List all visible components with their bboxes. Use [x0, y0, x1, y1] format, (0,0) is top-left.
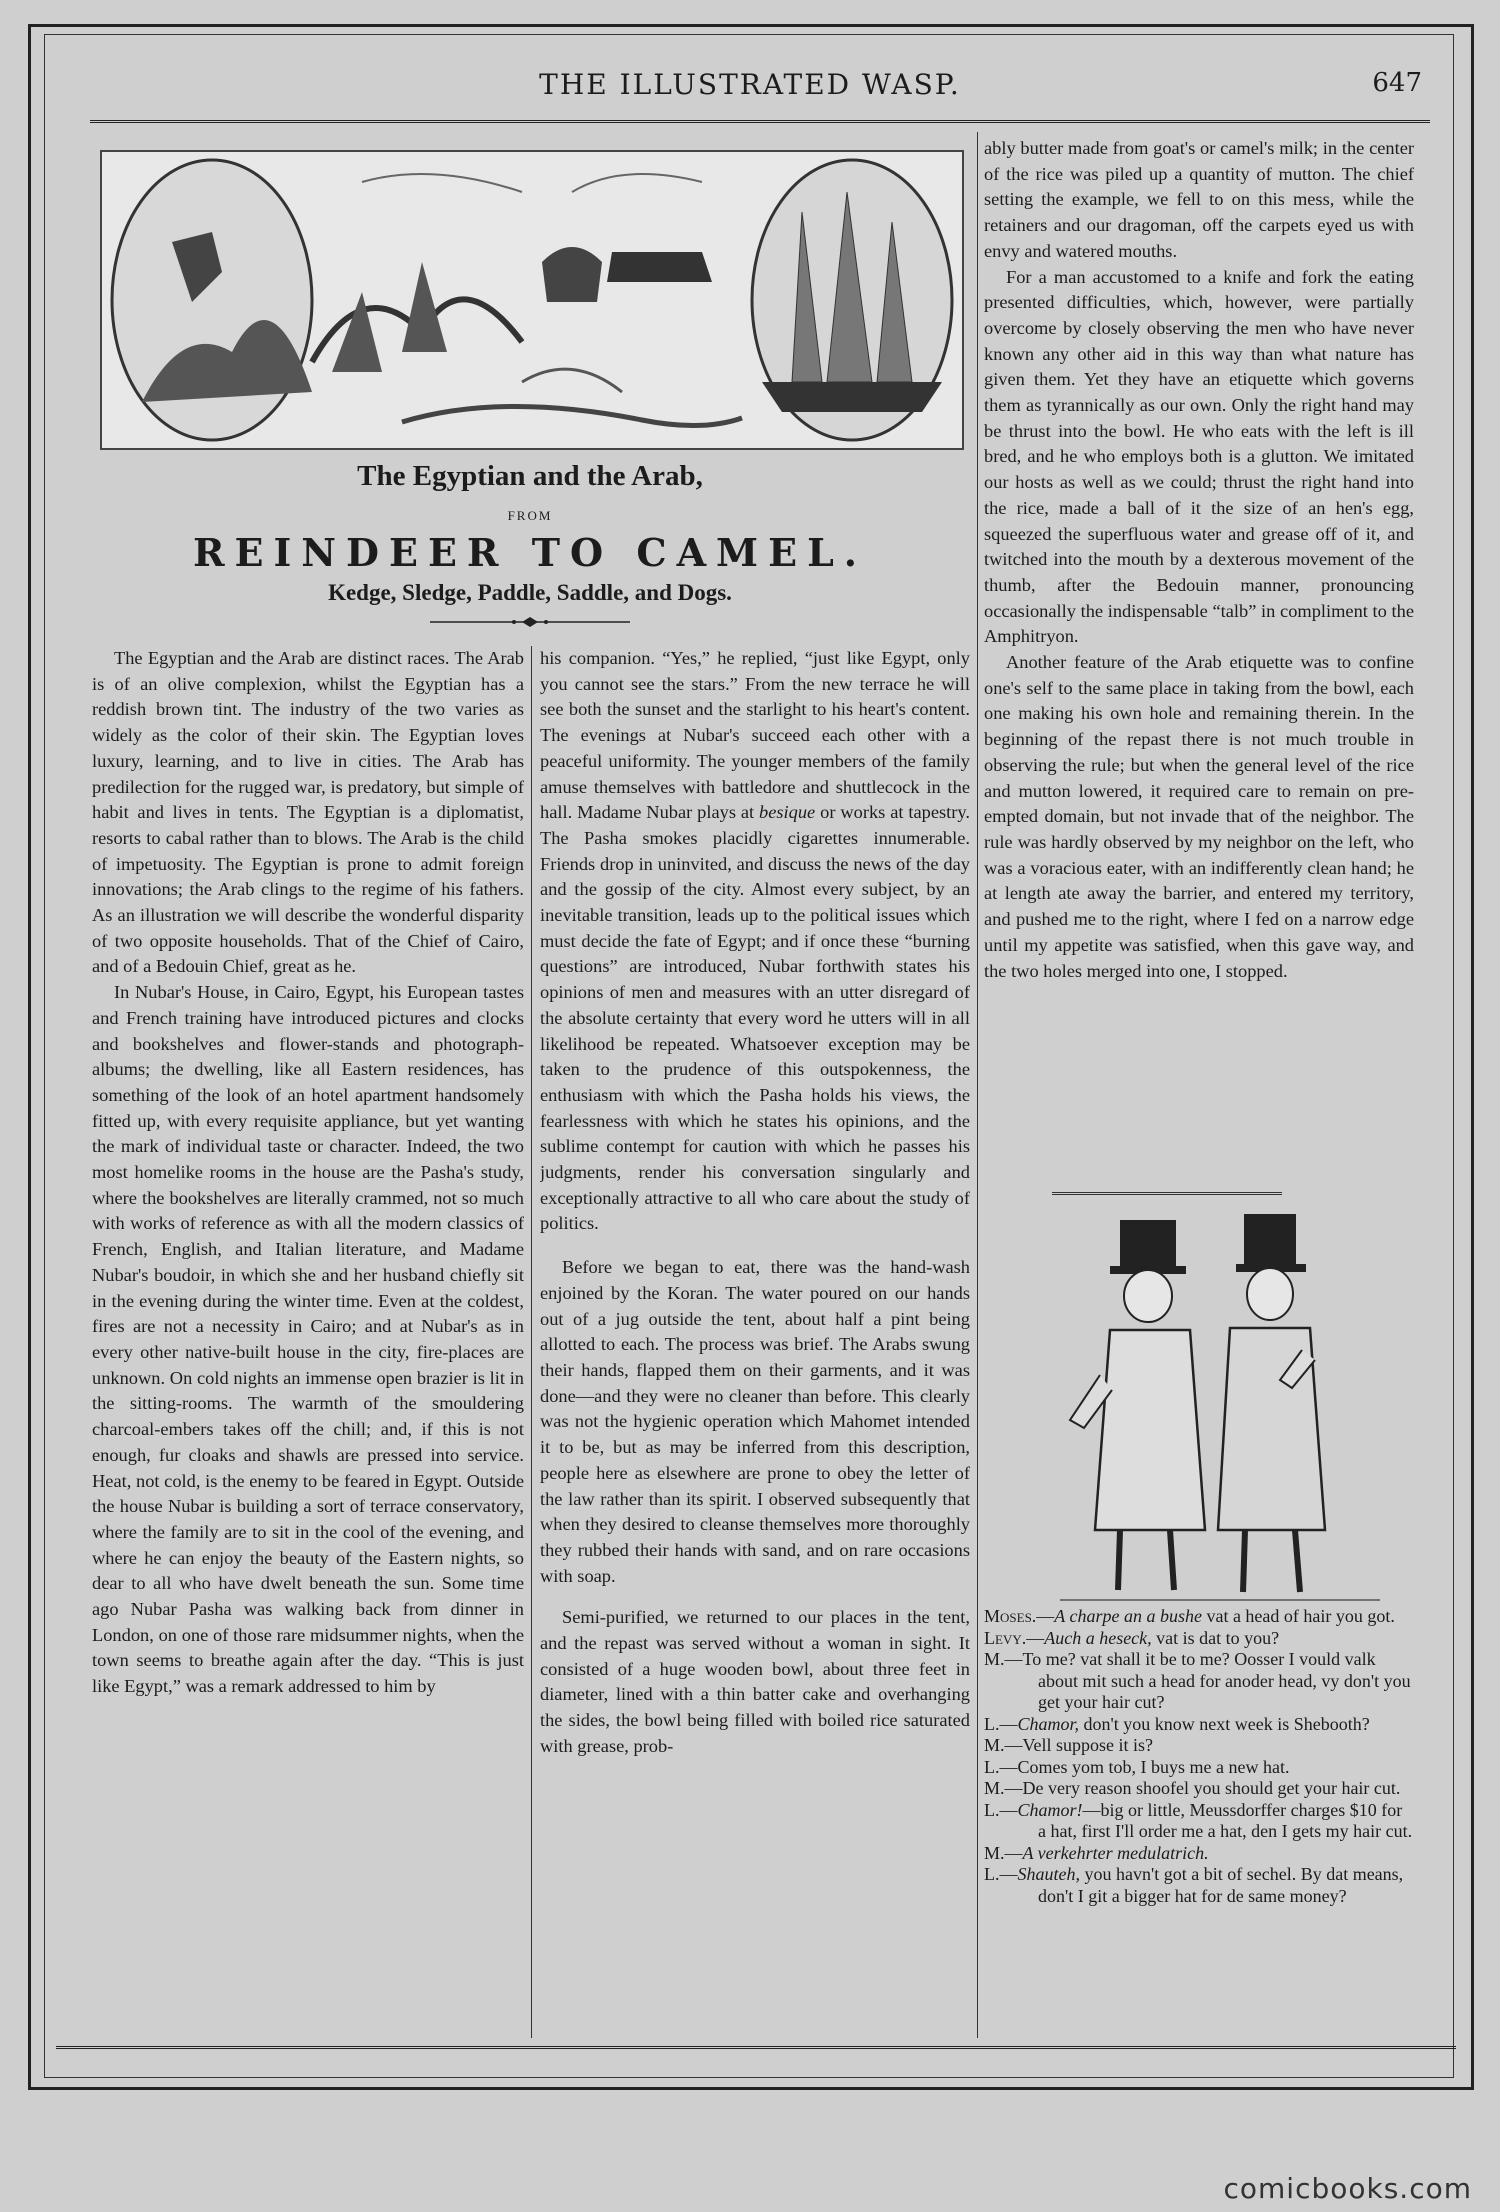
watermark: comicbooks.com	[1223, 2172, 1472, 2205]
dialogue-line	[984, 1628, 1414, 1650]
banner-engraving	[102, 152, 962, 448]
dialogue-text: De very reason shoofel you should get your hair cut.	[1022, 1778, 1401, 1798]
header-rule	[90, 120, 1430, 127]
dialogue-line	[984, 1843, 1414, 1865]
dialogue-italic: Auch a heseck,	[1044, 1627, 1152, 1648]
dialogue-italic: Shauteh,	[1017, 1864, 1080, 1884]
dialogue-line	[984, 1606, 1414, 1628]
text-column-1	[92, 646, 524, 2038]
article-title: The Egyptian and the Arab,	[357, 460, 703, 492]
cartoon-illustration	[1040, 1200, 1400, 1620]
paragraph: In Nubar's House, in Cairo, Egypt, his European tastes and French training have introduced pictures and clocks and bookshelves and flower-stands and photograph-albums; the dwelling, like all Eastern residences, has something of the look of an hotel apartment handsomely fitted up, with every requisite appliance, but yet wanting the mark of individual taste or character. Indeed, the two most homelike rooms in the house are the Pasha's study, where the bookshelves are literally crammed, not so much with works of reference as with all the modern classics of French, English, and Italian literature, and Madame Nubar's boudoir, in which she and her husband chiefly sit in the evening during the winter time. Even at the coldest, fires are not a necessity in Cairo; and at Nubar's as in every other native-built house in the city, fire-places are unknown. On cold nights an immense open brazier is lit in the sitting-rooms. The warmth of the smouldering charcoal-embers takes off the chill; and, if this is not enough, fur cloaks and shawls are pressed into service. Heat, not cold, is the enemy to be feared in Egypt. Outside the house Nubar is building a sort of terrace conservatory, where the family are to sit in the cool of the evening, and where he can enjoy the beauty of the Eastern nights, so dear to all who have dwelt beneath the sun. Some time ago Nubar Pasha was walking back from dinner in London, on one of those rare midsummer nights, when the town seems to breathe again after the day. “This is just like Egypt,” was a remark addressed to him by	[92, 982, 524, 1697]
article-headline: REINDEER TO CAMEL.	[192, 530, 868, 575]
speaker: M.—	[984, 1842, 1023, 1863]
dialogue-line	[984, 1864, 1414, 1907]
paragraph	[540, 646, 970, 1237]
page-number: 647	[1372, 68, 1422, 98]
dialogue-line	[984, 1649, 1414, 1714]
from-label: FROM	[507, 508, 553, 523]
dialogue-text: Comes yom tob, I buys me a new hat.	[1017, 1756, 1290, 1777]
speaker: M.—	[984, 1735, 1023, 1755]
dialogue-line	[984, 1735, 1414, 1757]
dialogue-italic: Chamor,	[1017, 1713, 1080, 1734]
dialogue-text: To me? vat shall it be to me? Oosser I vould valk about mit such a head for anoder head, vy don't you get your hair cut?	[1022, 1649, 1411, 1712]
dialogue-line	[984, 1800, 1414, 1843]
paragraph: Semi-purified, we returned to our places in the tent, and the repast was served without a woman in sight. It consisted of a huge wooden bowl, about three feet in diameter, lined with a thin batter cake and overhanging the sides, the bowl being filled with boiled rice saturated with grease, prob-	[540, 1607, 970, 1756]
speaker: M.—	[984, 1778, 1023, 1798]
dialogue-text: Vell suppose it is?	[1022, 1735, 1154, 1755]
dialogue-line	[984, 1778, 1414, 1800]
dialogue-text: don't you know next week is Shebooth?	[1079, 1713, 1370, 1734]
text-column-2	[540, 646, 970, 2038]
dialogue-text: vat a head of hair you got.	[1201, 1606, 1395, 1626]
speaker: M.—	[984, 1649, 1023, 1669]
left-oval-vignette	[112, 160, 312, 440]
speaker: L.—	[984, 1756, 1018, 1777]
dialogue-italic: A charpe an a bushe	[1054, 1606, 1202, 1626]
dialogue-italic: A verkehrter medulatrich.	[1022, 1842, 1209, 1863]
ornament-rule	[430, 616, 630, 628]
dialogue-text: you havn't got a bit of sechel. By dat means, don't I git a bigger hat for de same money?	[1038, 1864, 1404, 1906]
speaker: L.—	[984, 1864, 1018, 1884]
column-divider	[977, 132, 978, 2038]
speaker: L.—	[984, 1713, 1018, 1734]
section-separator	[1052, 1192, 1282, 1199]
paragraph: Another feature of the Arab etiquette was to confine one's self to the same place in taking from the bowl, each one making his own hole and remaining therein. In the beginning of the repast there is not much trouble in observing the rule; but when the general level of the rice and mutton lowered, it required care to remain on pre-empted domain, but not invade that of the neighbor. The rule was hardly observed by my neighbor on the left, who was a voracious eater, with an indifferently clean hand; he at length ate away the barrier, and entered my territory, and pushed me to the right, where I fed on a narrow edge until my appetite was satisfied, when this gave way, and the two holes merged into one, I stopped.	[984, 652, 1414, 981]
speaker: Moses.—	[984, 1606, 1055, 1626]
speaker: L.—	[984, 1799, 1018, 1820]
column-divider	[531, 646, 532, 2038]
paragraph-text: his companion. “Yes,” he replied, “just like Egypt, only you cannot see the stars.” From the new terrace he will see both the sunset and the starlight to his heart's content. The evenings at Nubar's succeed each other with a peaceful uniformity. The younger members of the family amuse themselves with battledore and shuttlecock in the hall. Madame Nubar plays at	[540, 648, 970, 823]
paragraph-italic: besique	[759, 802, 816, 823]
dialogue-line	[984, 1714, 1414, 1736]
cartoon-dialogue	[984, 1606, 1414, 1907]
magazine-title: THE ILLUSTRATED WASP.	[539, 68, 961, 101]
text-column-3	[984, 136, 1414, 1186]
bottom-rule	[56, 2046, 1456, 2053]
paragraph: For a man accustomed to a knife and fork the eating presented difficulties, which, however, were partially overcome by closely observing the men who have never known any other aid in this way than what nature has given them. Yet they have an etiquette which governs them as tyrannically as our own. Only the right hand may be thrust into the bowl. He who eats with the left is ill bred, and he who employs both is a glutton. We imitated our hosts as well as we could; thrust the right hand into the rice, made a ball of it the size of an hen's egg, squeezed the superfluous water and grease off of it, and twitched into the mouth by a dexterous movement of the thumb, after the Bedouin manner, pronouncing occasionally the indispensable “talb” in compliment to the Amphitryon.	[984, 266, 1414, 647]
paragraph: Before we began to eat, there was the hand-wash enjoined by the Koran. The water poured on our hands out of a jug outside the tent, about half a pint being allotted to each. The process was brief. The Arabs swung their hands, flapped them on their garments, and it was done—and they were no cleaner than before. This clearly was not the hygienic operation which Mahomet intended it to be, but as may be inferred from this description, people here as elsewhere are prone to obey the letter of the law rather than its spirit. I observed subsequently that when they desired to cleanse themselves more thoroughly they rubbed their hands with sand, and on rare occasions with soap.	[540, 1257, 970, 1586]
paragraph: ably butter made from goat's or camel's milk; in the center of the rice was piled up a quantity of mutton. The chief setting the example, we fell to on this mess, while the retainers and our dragoman, off the carpets eyed us with envy and watered mouths.	[984, 138, 1414, 261]
paragraph-text: or works at tapestry. The Pasha smokes placidly cigarettes innumerable. Friends drop in uninvited, and discuss the news of the day and the gossip of the city. Almost every subject, by an inevitable transition, leads up to the political issues which must decide the fate of Egypt; and if once these “burning questions” are introduced, Nubar forthwith states his opinions of men and measures with an utter disregard of the absolute certainty that every word he utters will in all likelihood be repeated. Whatsoever exception may be taken to the prudence of this outspokenness, the enthusiasm with which the Pasha holds his views, the fearlessness with which he states his opinions, and the sublime contempt for caution with which he passes his judgments, render his conversation singularly and exceptionally attractive to all who care about the study of politics.	[540, 802, 970, 1234]
paragraph: The Egyptian and the Arab are distinct races. The Arab is of an olive complexion, whilst the Egyptian has a reddish brown tint. The industry of the two varies as widely as the color of their skin. The Egyptian loves luxury, learning, and to live in cities. The Arab has predilection for the rugged war, is predatory, but simple of habit and lives in tents. The Egyptian is a diplomatist, resorts to cabal rather than to blows. The Arab is the child of impetuosity. The Egyptian is prone to admit foreign innovations; the Arab clings to the regime of his fathers. As an illustration we will describe the wonderful disparity of two opposite households. That of the Chief of Cairo, and of a Bedouin Chief, great as he.	[92, 648, 524, 977]
article-subtitle: Kedge, Sledge, Paddle, Saddle, and Dogs.	[328, 580, 732, 605]
dialogue-italic: Chamor!	[1017, 1799, 1083, 1820]
running-header	[60, 62, 1440, 112]
dialogue-line	[984, 1757, 1414, 1779]
speaker: Levy.—	[984, 1627, 1045, 1648]
illustration-banner	[100, 150, 964, 450]
dialogue-text: —big or little, Meussdorffer charges $10 for a hat, first I'll order me a hat, den I gets my hair cut.	[1038, 1799, 1413, 1841]
dialogue-text: vat is dat to you?	[1151, 1627, 1280, 1648]
